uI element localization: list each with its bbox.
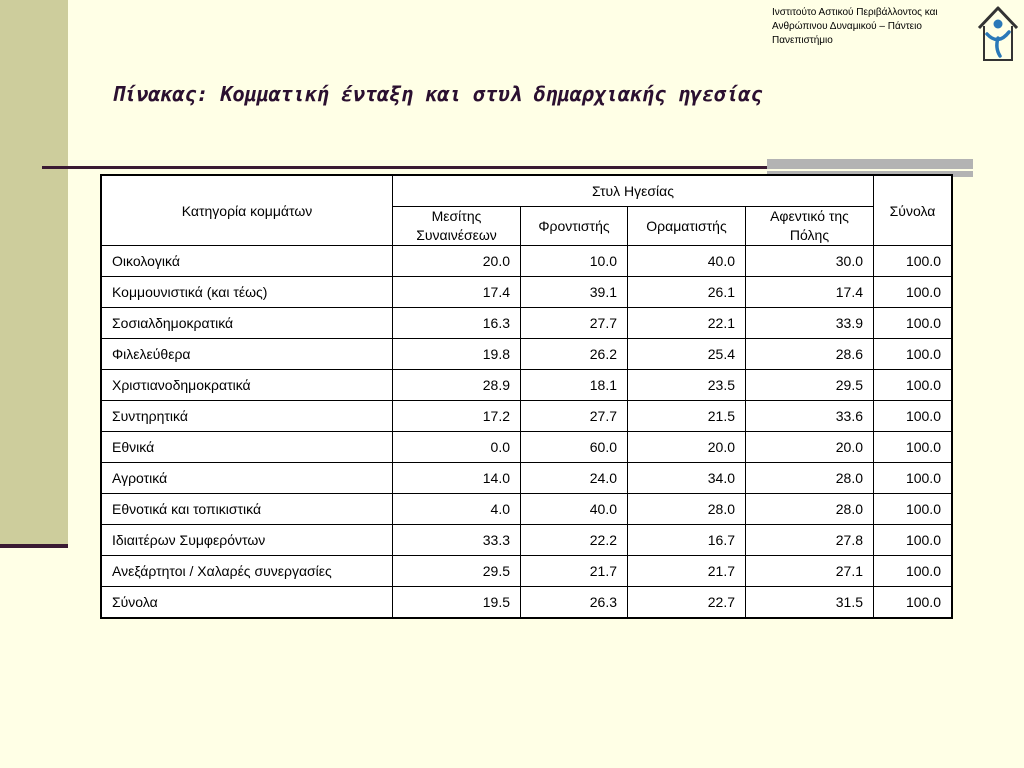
row-value-cell: 26.2 bbox=[521, 339, 628, 370]
row-value-cell: 21.7 bbox=[521, 556, 628, 587]
row-value-cell: 28.6 bbox=[746, 339, 874, 370]
table-body bbox=[101, 246, 952, 619]
table-row bbox=[101, 587, 952, 619]
row-value-cell: 16.7 bbox=[628, 525, 746, 556]
row-value-cell: 22.1 bbox=[628, 308, 746, 339]
table-row bbox=[101, 401, 952, 432]
row-value-cell: 34.0 bbox=[628, 463, 746, 494]
row-value-cell: 33.3 bbox=[393, 525, 521, 556]
row-total-cell: 100.0 bbox=[874, 339, 953, 370]
row-value-cell: 29.5 bbox=[746, 370, 874, 401]
row-category: Χριστιανοδημοκρατικά bbox=[101, 370, 393, 401]
row-total-cell: 100.0 bbox=[874, 463, 953, 494]
left-decorative-band bbox=[0, 0, 68, 548]
row-value-cell: 27.7 bbox=[521, 308, 628, 339]
institute-name bbox=[772, 6, 977, 48]
row-value-cell: 4.0 bbox=[393, 494, 521, 525]
row-category: Εθνοτικά και τοπικιστικά bbox=[101, 494, 393, 525]
row-category: Οικολογικά bbox=[101, 246, 393, 277]
row-value-cell: 60.0 bbox=[521, 432, 628, 463]
row-value-cell: 18.1 bbox=[521, 370, 628, 401]
row-value-cell: 20.0 bbox=[746, 432, 874, 463]
row-category: Φιλελεύθερα bbox=[101, 339, 393, 370]
row-value-cell: 22.2 bbox=[521, 525, 628, 556]
row-category: Σύνολα bbox=[101, 587, 393, 619]
row-category: Εθνικά bbox=[101, 432, 393, 463]
row-value-cell: 26.1 bbox=[628, 277, 746, 308]
row-value-cell: 20.0 bbox=[393, 246, 521, 277]
institute-line-1: Ινστιτούτο Αστικού Περιβάλλοντος και bbox=[772, 7, 938, 18]
row-value-cell: 22.7 bbox=[628, 587, 746, 619]
subheader-visionary: Οραματιστής bbox=[628, 207, 746, 246]
title-rule bbox=[42, 166, 818, 169]
row-value-cell: 17.2 bbox=[393, 401, 521, 432]
row-value-cell: 20.0 bbox=[628, 432, 746, 463]
row-value-cell: 19.5 bbox=[393, 587, 521, 619]
row-value-cell: 28.0 bbox=[628, 494, 746, 525]
institute-line-3: Πανεπιστήμιο bbox=[772, 35, 833, 46]
row-value-cell: 39.1 bbox=[521, 277, 628, 308]
row-category: Ανεξάρτητοι / Χαλαρές συνεργασίες bbox=[101, 556, 393, 587]
leadership-style-table bbox=[100, 174, 953, 619]
table-row bbox=[101, 463, 952, 494]
row-value-cell: 21.5 bbox=[628, 401, 746, 432]
row-value-cell: 28.9 bbox=[393, 370, 521, 401]
row-value-cell: 23.5 bbox=[628, 370, 746, 401]
table-row bbox=[101, 277, 952, 308]
row-value-cell: 21.7 bbox=[628, 556, 746, 587]
row-value-cell: 17.4 bbox=[746, 277, 874, 308]
row-category: Κομμουνιστικά (και τέως) bbox=[101, 277, 393, 308]
table-row bbox=[101, 525, 952, 556]
row-value-cell: 17.4 bbox=[393, 277, 521, 308]
row-value-cell: 40.0 bbox=[628, 246, 746, 277]
row-category: Συντηρητικά bbox=[101, 401, 393, 432]
table-row bbox=[101, 339, 952, 370]
row-total-cell: 100.0 bbox=[874, 432, 953, 463]
row-value-cell: 27.7 bbox=[521, 401, 628, 432]
left-band-rule bbox=[0, 544, 68, 548]
slide-title: Πίνακας: Κομματική ένταξη και στυλ δημαρχιακής ηγεσίας bbox=[112, 82, 763, 106]
row-value-cell: 28.0 bbox=[746, 494, 874, 525]
subheader-caretaker: Φροντιστής bbox=[521, 207, 628, 246]
table-row bbox=[101, 308, 952, 339]
row-total-cell: 100.0 bbox=[874, 401, 953, 432]
subheader-consensus-broker: Μεσίτης Συναινέσεων bbox=[393, 207, 521, 246]
row-total-cell: 100.0 bbox=[874, 525, 953, 556]
row-value-cell: 10.0 bbox=[521, 246, 628, 277]
subheader-city-boss: Αφεντικό της Πόλης bbox=[746, 207, 874, 246]
row-total-cell: 100.0 bbox=[874, 587, 953, 619]
leadership-style-group-header: Στυλ Ηγεσίας bbox=[393, 175, 874, 207]
table-row bbox=[101, 556, 952, 587]
row-value-cell: 24.0 bbox=[521, 463, 628, 494]
row-value-cell: 29.5 bbox=[393, 556, 521, 587]
row-value-cell: 40.0 bbox=[521, 494, 628, 525]
totals-column-header: Σύνολα bbox=[874, 175, 953, 246]
row-total-cell: 100.0 bbox=[874, 370, 953, 401]
row-value-cell: 30.0 bbox=[746, 246, 874, 277]
row-value-cell: 19.8 bbox=[393, 339, 521, 370]
row-total-cell: 100.0 bbox=[874, 308, 953, 339]
row-category: Αγροτικά bbox=[101, 463, 393, 494]
row-total-cell: 100.0 bbox=[874, 556, 953, 587]
row-category: Ιδιαιτέρων Συμφερόντων bbox=[101, 525, 393, 556]
table-row bbox=[101, 494, 952, 525]
row-value-cell: 14.0 bbox=[393, 463, 521, 494]
table-row bbox=[101, 432, 952, 463]
institute-logo-icon bbox=[975, 2, 1021, 64]
row-total-cell: 100.0 bbox=[874, 246, 953, 277]
table-header-row bbox=[101, 175, 952, 207]
row-total-cell: 100.0 bbox=[874, 277, 953, 308]
row-category: Σοσιαλδημοκρατικά bbox=[101, 308, 393, 339]
table-row bbox=[101, 246, 952, 277]
row-value-cell: 33.9 bbox=[746, 308, 874, 339]
row-value-cell: 28.0 bbox=[746, 463, 874, 494]
row-value-cell: 0.0 bbox=[393, 432, 521, 463]
table-row bbox=[101, 370, 952, 401]
row-value-cell: 16.3 bbox=[393, 308, 521, 339]
row-value-cell: 25.4 bbox=[628, 339, 746, 370]
row-value-cell: 31.5 bbox=[746, 587, 874, 619]
row-value-cell: 33.6 bbox=[746, 401, 874, 432]
row-value-cell: 26.3 bbox=[521, 587, 628, 619]
grey-accent-bar-top bbox=[767, 159, 973, 169]
row-total-cell: 100.0 bbox=[874, 494, 953, 525]
category-column-header: Κατηγορία κομμάτων bbox=[101, 175, 393, 246]
row-value-cell: 27.8 bbox=[746, 525, 874, 556]
row-value-cell: 27.1 bbox=[746, 556, 874, 587]
institute-line-2: Ανθρώπινου Δυναμικού – Πάντειο bbox=[772, 21, 922, 32]
